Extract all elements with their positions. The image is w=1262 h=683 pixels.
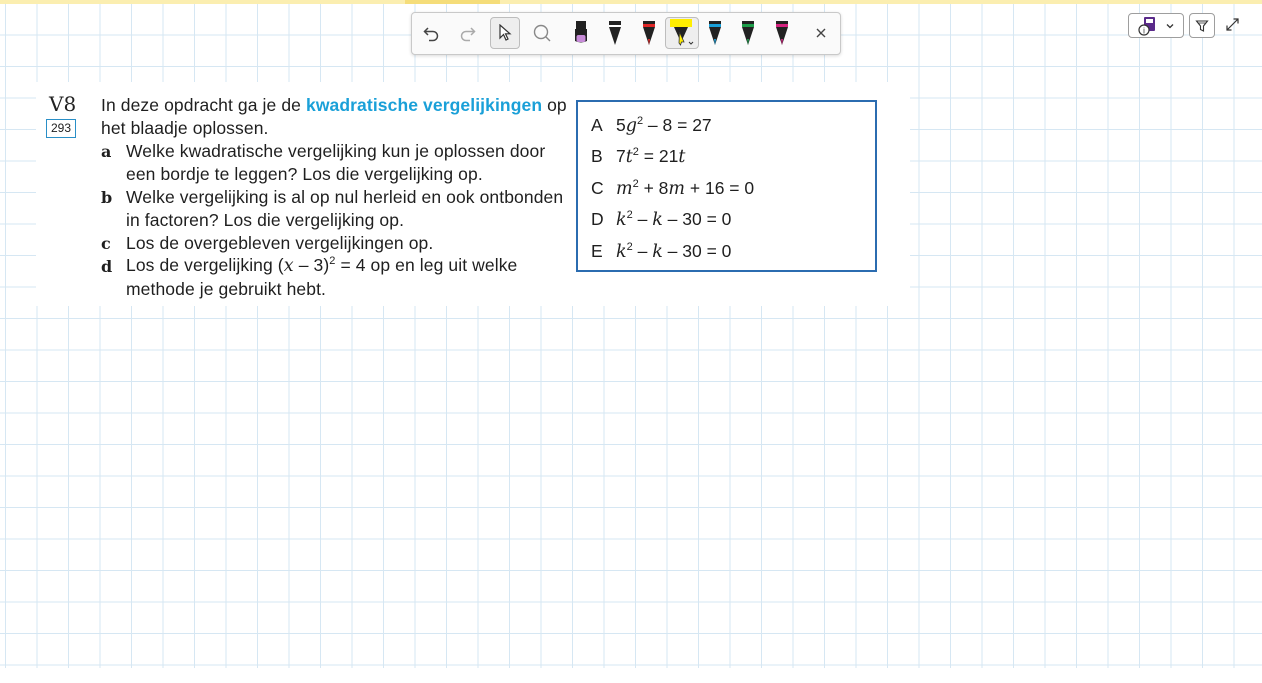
undo-icon	[422, 24, 440, 42]
highlighter-yellow-button[interactable]	[665, 17, 699, 49]
part-a-line-2: een bordje te leggen? Los die vergelijking op.	[126, 164, 483, 184]
top-accent-bar	[0, 0, 1262, 4]
select-tool-button[interactable]	[490, 17, 520, 49]
pen-tools-icon	[1137, 15, 1159, 37]
highlighter-purple-button[interactable]	[566, 17, 596, 49]
part-letter: d	[101, 257, 113, 276]
close-icon	[815, 27, 827, 39]
pen-red-icon	[641, 19, 657, 47]
chevron-down-icon	[1165, 21, 1175, 31]
filter-button[interactable]	[1189, 13, 1215, 38]
exercise-number: V8	[49, 92, 77, 116]
exercise-page-reference[interactable]: 293	[46, 119, 76, 138]
svg-text:i: i	[1142, 26, 1146, 35]
equation-label: C	[591, 178, 604, 198]
equation-e: $k^2 - k - 30 = 0$	[616, 241, 732, 262]
pen-blue-button[interactable]	[700, 17, 730, 49]
equation-a: $5g^2 - 8 = 27$	[616, 115, 712, 136]
highlighter-purple-icon	[573, 19, 589, 47]
equation-label: A	[591, 115, 603, 135]
redo-button[interactable]	[453, 17, 483, 49]
part-c-line-1: Los de overgebleven vergelijkingen op.	[126, 233, 434, 253]
expand-icon	[1225, 17, 1240, 32]
equation-label: E	[591, 241, 603, 261]
part-d-line-2: methode je gebruikt hebt.	[126, 279, 326, 299]
eraser-icon	[532, 23, 552, 43]
redo-icon	[459, 24, 477, 42]
eraser-tool-button[interactable]	[527, 17, 557, 49]
pen-black-icon	[607, 19, 623, 47]
pen-red-button[interactable]	[634, 17, 664, 49]
undo-button[interactable]	[416, 17, 446, 49]
pen-green-button[interactable]	[733, 17, 763, 49]
bottom-edge	[0, 668, 1262, 683]
equation-d: $k^2 - k - 30 = 0$	[616, 209, 732, 230]
equation-label: B	[591, 146, 603, 166]
pen-magenta-icon	[774, 19, 790, 47]
highlighted-term: kwadratische vergelijkingen	[305, 95, 543, 115]
tools-dropdown-button[interactable]	[1128, 13, 1184, 38]
equation-c: $m^2 + 8m + 16 = 0$	[616, 178, 755, 199]
cursor-icon	[498, 24, 512, 42]
funnel-icon	[1195, 19, 1209, 33]
pen-black-button[interactable]	[600, 17, 630, 49]
part-letter: c	[101, 234, 111, 253]
pen-blue-icon	[707, 19, 723, 47]
highlighter-yellow-icon	[669, 18, 695, 48]
part-b-line-1: Welke vergelijking is al op nul herleid en ook ontbonden	[126, 187, 564, 207]
part-a-line-1: Welke kwadratische vergelijking kun je oplossen door	[126, 141, 546, 161]
top-accent-mark	[405, 0, 500, 4]
close-toolbar-button[interactable]	[806, 17, 836, 49]
part-d-line-1: Los de vergelijking (x – 3)$^2$ = 4 op en leg uit welke	[126, 255, 518, 276]
part-letter: a	[101, 142, 112, 161]
pen-magenta-button[interactable]	[767, 17, 797, 49]
equation-b: $7t^2 = 21t$	[616, 146, 686, 167]
expand-button[interactable]	[1225, 17, 1240, 32]
intro-line-2: het blaadje oplossen.	[101, 118, 269, 138]
drawing-toolbar	[411, 12, 841, 55]
intro-line-1: In deze opdracht ga je de kwadratische vergelijkingen op	[101, 95, 567, 115]
pen-green-icon	[740, 19, 756, 47]
part-b-line-2: in factoren? Los die vergelijking op.	[126, 210, 405, 230]
part-letter: b	[101, 188, 113, 207]
equation-label: D	[591, 209, 604, 229]
